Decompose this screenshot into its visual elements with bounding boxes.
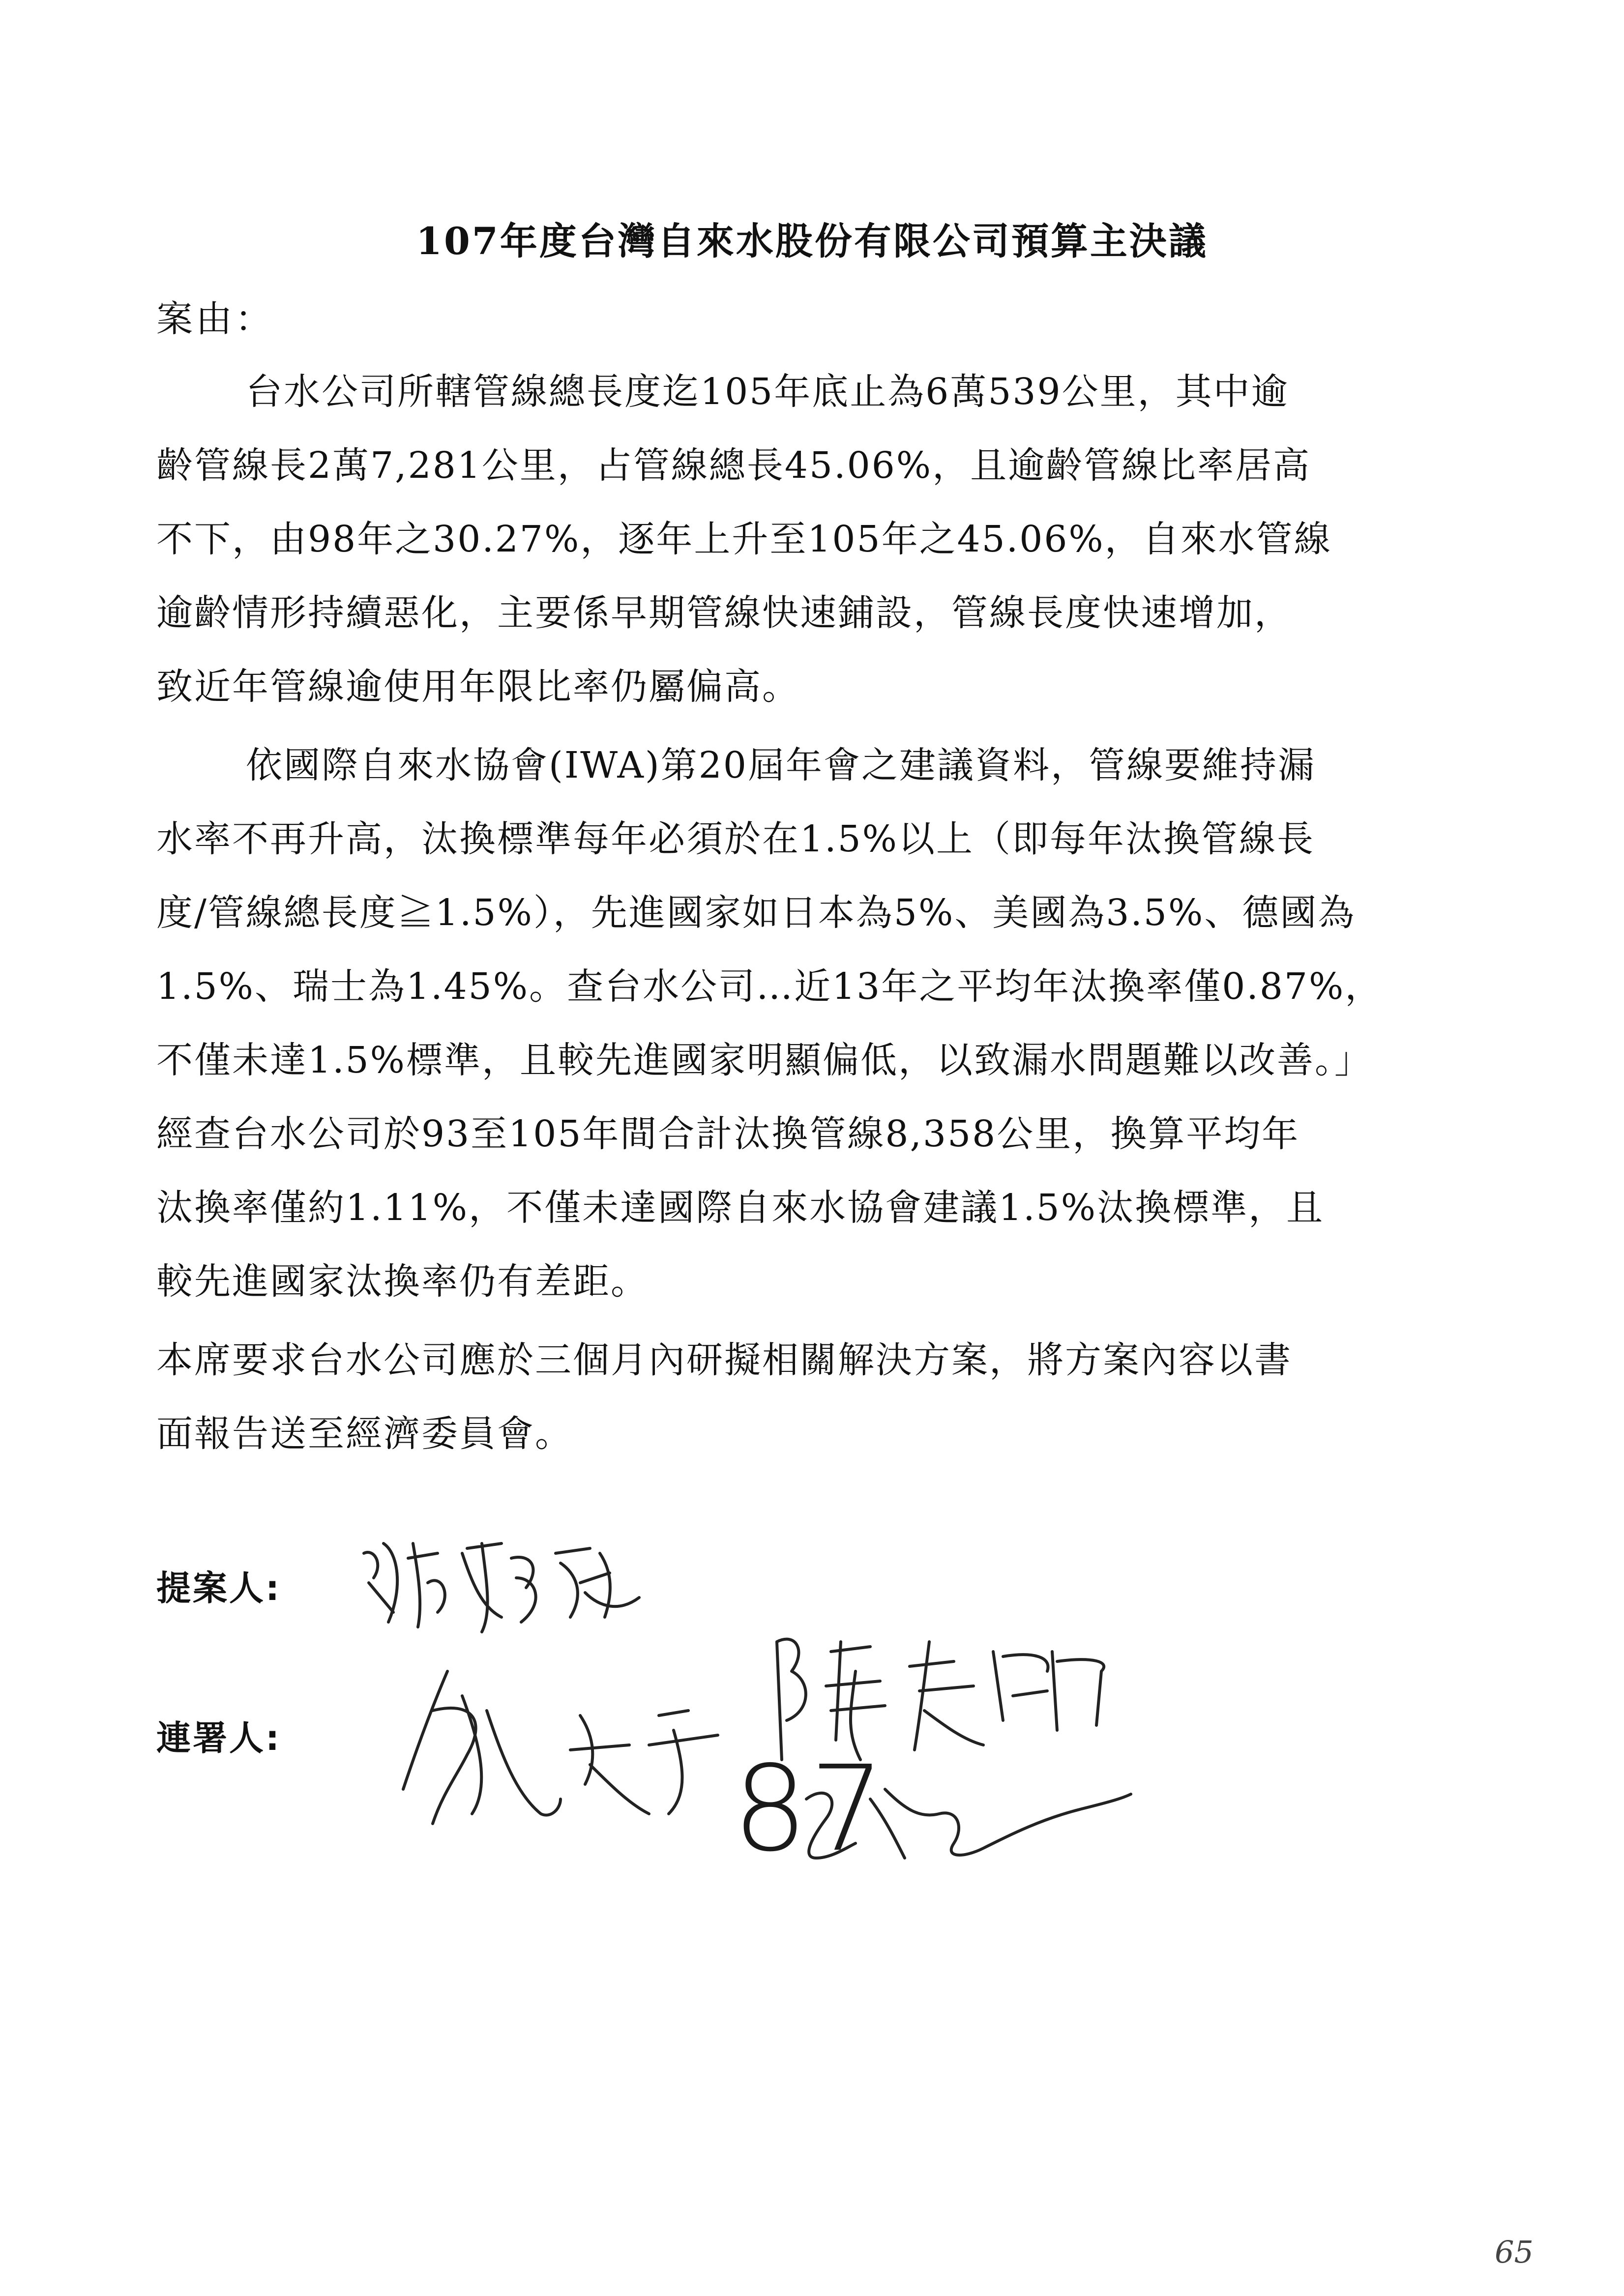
paragraph-2-line-5: 不僅未達1.5%標準，且較先進國家明顯偏低，以致漏水問題難以改善。」: [156, 1039, 1372, 1081]
cosigner-label: 連署人:: [156, 1718, 281, 1758]
paragraph-1-line-4: 逾齡情形持續惡化，主要係早期管線快速鋪設，管線長度快速增加，: [156, 592, 1292, 634]
paragraph-1-line-1: 台水公司所轄管線總長度迄105年底止為6萬539公里，其中逾: [246, 371, 1289, 413]
paragraph-2-line-8: 較先進國家汰換率仍有差距。: [156, 1260, 649, 1303]
paragraph-2-line-1: 依國際自來水協會(IWA)第20屆年會之建議資料，管線要維持漏: [246, 744, 1316, 786]
paragraph-1-line-2: 齡管線長2萬7,281公里，占管線總長45.06%，且逾齡管線比率居高: [156, 444, 1311, 487]
page-number: 87: [733, 1740, 887, 1878]
paragraph-2-line-7: 汰換率僅約1.11%，不僅未達國際自來水協會建議1.5%汰換標準，且: [156, 1187, 1325, 1229]
paragraph-2-line-3: 度/管線總長度≧1.5%），先進國家如日本為5%、美國為3.5%、德國為: [156, 892, 1356, 934]
corner-page-number: 65: [1495, 2234, 1534, 2270]
document-title: 107年度台灣自來水股份有限公司預算主決議: [416, 219, 1208, 263]
proposer-signature: [354, 1524, 659, 1642]
paragraph-2-line-6: 經查台水公司於93至105年間合計汰換管線8,358公里，換算平均年: [156, 1113, 1300, 1155]
paragraph-2-line-4: 1.5%、瑞士為1.45%。查台水公司…近13年之平均年汰換率僅0.87%，: [156, 965, 1383, 1008]
paragraph-1-line-3: 不下，由98年之30.27%，逐年上升至105年之45.06%，自來水管線: [156, 518, 1332, 560]
proposer-label: 提案人:: [156, 1568, 281, 1608]
cosigner-signature-1: [374, 1637, 738, 1843]
paragraph-1-line-5: 致近年管線逾使用年限比率仍屬偏高。: [156, 666, 800, 708]
paragraph-3-line-1: 本席要求台水公司應於三個月內研擬相關解決方案，將方案內容以書: [156, 1339, 1292, 1381]
cause-label: 案由：: [156, 298, 274, 340]
paragraph-3-line-2: 面報告送至經濟委員會。: [156, 1413, 573, 1455]
paragraph-2-line-2: 水率不再升高，汰換標準每年必須於在1.5%以上（即每年汰換管線長: [156, 818, 1315, 860]
